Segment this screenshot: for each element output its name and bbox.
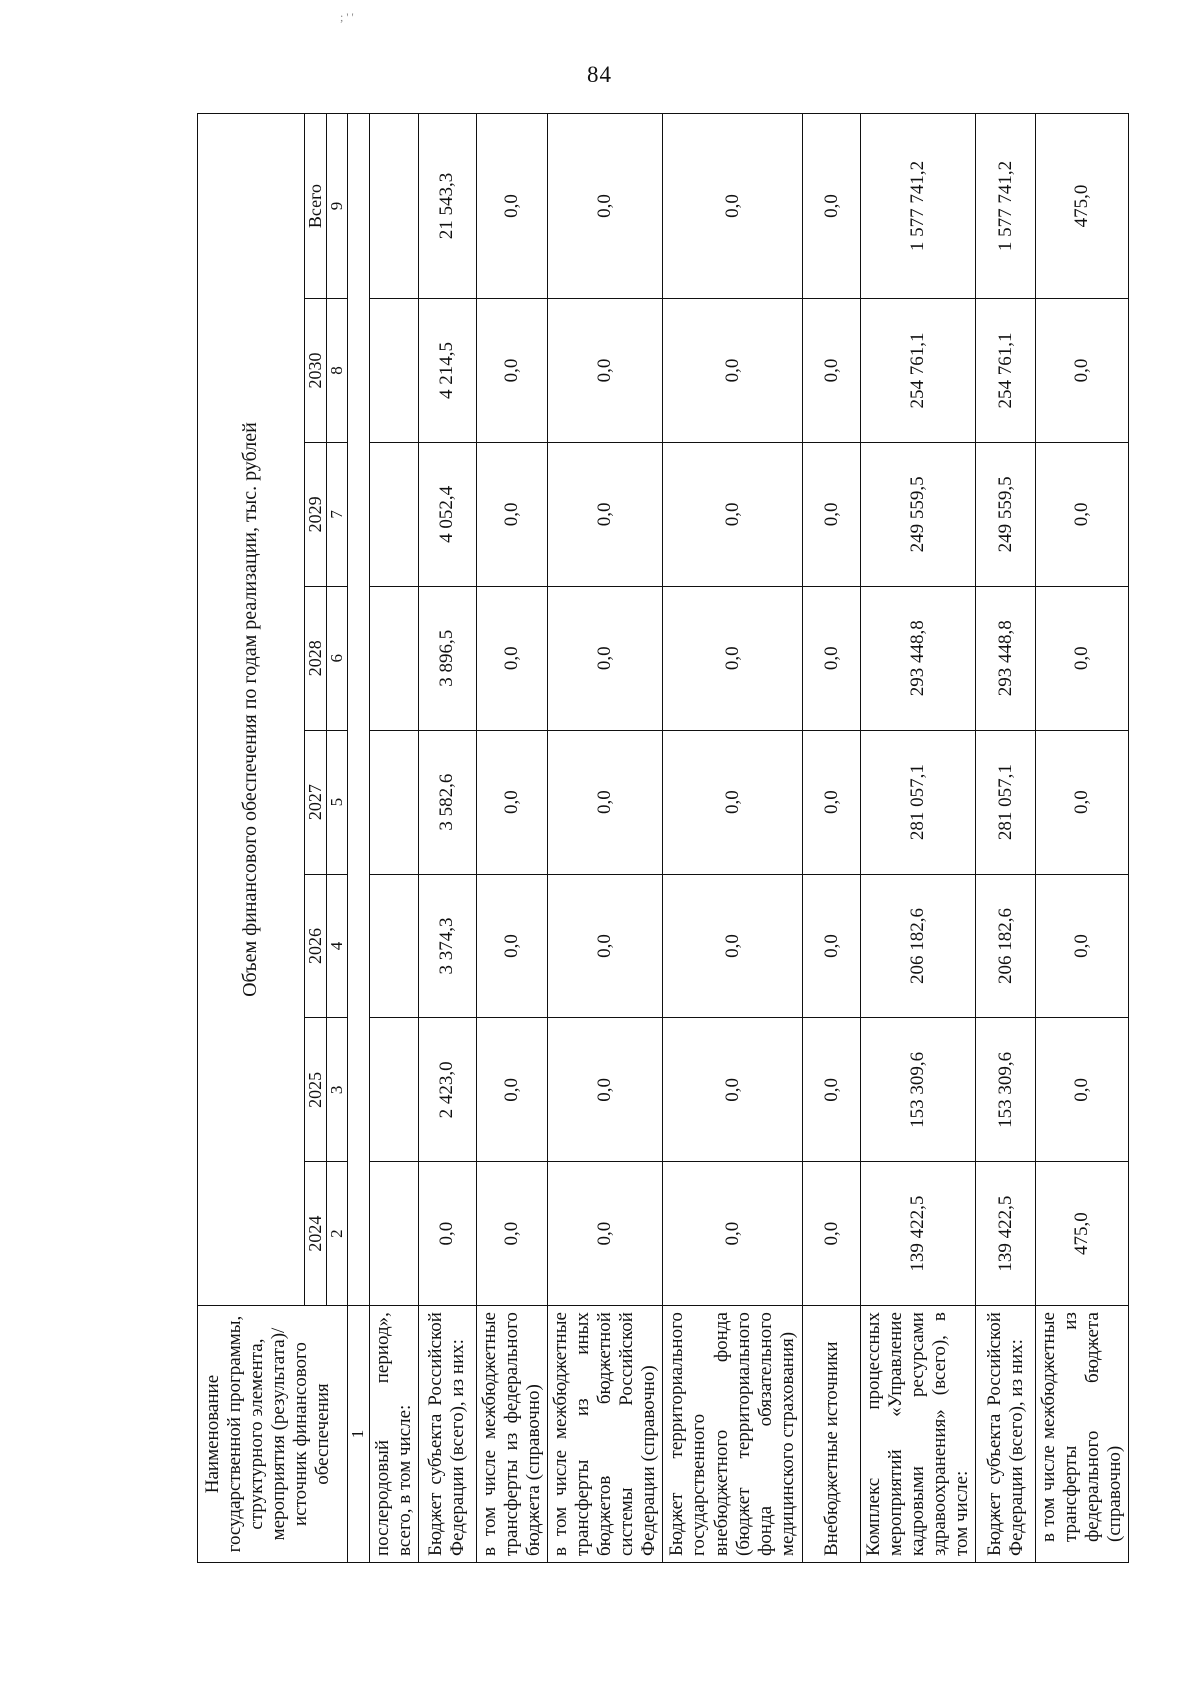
row-value	[369, 442, 418, 586]
row-value: 0,0	[1036, 442, 1129, 586]
row-value: 206 182,6	[861, 874, 976, 1018]
row-value: 0,0	[803, 1162, 861, 1306]
column-number: 1	[347, 1306, 369, 1563]
row-label: Бюджет субъекта Российской Федерации (всего), из них:	[976, 1306, 1036, 1563]
row-value: 254 761,1	[976, 299, 1036, 443]
row-value: 139 422,5	[861, 1162, 976, 1306]
row-value: 0,0	[663, 730, 803, 874]
row-value: 281 057,1	[976, 730, 1036, 874]
table-row	[547, 114, 662, 1563]
column-number-spacer	[347, 114, 369, 1306]
header-year-2030: 2030	[305, 299, 327, 443]
row-value: 0,0	[547, 1018, 662, 1162]
row-value: 0,0	[1036, 586, 1129, 730]
row-value: 0,0	[547, 1162, 662, 1306]
row-value: 0,0	[476, 1162, 547, 1306]
financing-table-rotated	[197, 113, 1126, 1563]
header-year-2028: 2028	[305, 586, 327, 730]
row-value: 0,0	[1036, 1018, 1129, 1162]
row-value: 0,0	[1036, 874, 1129, 1018]
row-label: Комплекс процессных мероприятий «Управление кадровыми ресурсами здравоохранения» (всего), в том числе:	[861, 1306, 976, 1563]
row-value: 0,0	[663, 442, 803, 586]
row-value: 249 559,5	[861, 442, 976, 586]
header-financing-volume: Объем финансового обеспечения по годам реализации, тыс. рублей	[198, 114, 305, 1306]
row-label: в том числе межбюджетные трансферты из федерального бюджета (справочно)	[476, 1306, 547, 1563]
row-value: 1 577 741,2	[861, 114, 976, 299]
table-row	[1036, 114, 1129, 1563]
row-label: послеродовый период», всего, в том числе:	[369, 1306, 418, 1563]
header-year-2025: 2025	[305, 1018, 327, 1162]
header-name-column: Наименование государственной программы, структурного элемента, мероприятия (результата)/источник финансового обеспечения	[198, 1306, 348, 1563]
row-value: 0,0	[418, 1162, 476, 1306]
row-value: 0,0	[547, 874, 662, 1018]
row-value: 0,0	[476, 874, 547, 1018]
row-value: 0,0	[663, 1162, 803, 1306]
row-value	[369, 586, 418, 730]
row-value: 153 309,6	[976, 1018, 1036, 1162]
row-value	[369, 114, 418, 299]
column-number: 6	[327, 586, 348, 730]
row-value: 0,0	[803, 586, 861, 730]
table-row	[418, 114, 476, 1563]
row-value: 0,0	[663, 586, 803, 730]
row-value: 475,0	[1036, 1162, 1129, 1306]
header-year-2029: 2029	[305, 442, 327, 586]
row-value: 3 374,3	[418, 874, 476, 1018]
table-body	[369, 114, 1129, 1563]
row-value: 0,0	[476, 442, 547, 586]
row-value	[369, 730, 418, 874]
row-value	[369, 1162, 418, 1306]
table-row	[861, 114, 976, 1563]
row-value: 281 057,1	[861, 730, 976, 874]
table-row	[369, 114, 418, 1563]
header-year-2026: 2026	[305, 874, 327, 1018]
column-number: 3	[327, 1018, 348, 1162]
table-row	[476, 114, 547, 1563]
table-row	[663, 114, 803, 1563]
column-number: 4	[327, 874, 348, 1018]
row-value: 0,0	[476, 299, 547, 443]
row-value: 0,0	[476, 586, 547, 730]
scan-speck: ; ' '	[340, 10, 354, 24]
row-value: 0,0	[1036, 299, 1129, 443]
row-value: 0,0	[803, 442, 861, 586]
row-value	[369, 1018, 418, 1162]
row-value: 206 182,6	[976, 874, 1036, 1018]
row-value: 0,0	[547, 730, 662, 874]
row-value: 153 309,6	[861, 1018, 976, 1162]
row-value: 0,0	[803, 730, 861, 874]
header-year-2027: 2027	[305, 730, 327, 874]
row-value: 0,0	[1036, 730, 1129, 874]
column-number: 8	[327, 299, 348, 443]
row-label: в том числе межбюджетные трансферты из федерального бюджета (справочно)	[1036, 1306, 1129, 1563]
page-number: 84	[587, 62, 612, 87]
row-value: 0,0	[663, 874, 803, 1018]
row-label: в том числе межбюджетные трансферты из иных бюджетов бюджетной системы Российской Федерации (справочно)	[547, 1306, 662, 1563]
row-label: Бюджет субъекта Российской Федерации (всего), из них:	[418, 1306, 476, 1563]
row-value: 3 896,5	[418, 586, 476, 730]
row-value: 2 423,0	[418, 1018, 476, 1162]
row-label: Бюджет территориального государственного внебюджетного фонда (бюджет территориального фонда обязательного медицинского страхования)	[663, 1306, 803, 1563]
row-value: 0,0	[803, 874, 861, 1018]
column-number: 5	[327, 730, 348, 874]
row-value: 3 582,6	[418, 730, 476, 874]
row-value: 0,0	[476, 1018, 547, 1162]
header-total: Всего	[305, 114, 327, 299]
row-value: 21 543,3	[418, 114, 476, 299]
row-value: 4 214,5	[418, 299, 476, 443]
row-value	[369, 874, 418, 1018]
row-value: 4 052,4	[418, 442, 476, 586]
row-value: 0,0	[803, 1018, 861, 1162]
row-value: 0,0	[663, 299, 803, 443]
row-value: 0,0	[663, 114, 803, 299]
row-value: 249 559,5	[976, 442, 1036, 586]
table-row	[803, 114, 861, 1563]
column-number: 9	[327, 114, 348, 299]
row-value: 0,0	[547, 114, 662, 299]
row-value	[369, 299, 418, 443]
financing-table	[197, 113, 1129, 1563]
row-value: 0,0	[547, 299, 662, 443]
row-value: 139 422,5	[976, 1162, 1036, 1306]
row-value: 293 448,8	[976, 586, 1036, 730]
header-year-2024: 2024	[305, 1162, 327, 1306]
row-value: 0,0	[663, 1018, 803, 1162]
column-number: 7	[327, 442, 348, 586]
row-value: 254 761,1	[861, 299, 976, 443]
row-value: 475,0	[1036, 114, 1129, 299]
row-value: 0,0	[547, 586, 662, 730]
row-value: 0,0	[476, 730, 547, 874]
column-number: 2	[327, 1162, 348, 1306]
row-value: 0,0	[803, 299, 861, 443]
table-row	[976, 114, 1036, 1563]
row-value: 1 577 741,2	[976, 114, 1036, 299]
row-value: 0,0	[803, 114, 861, 299]
row-value: 293 448,8	[861, 586, 976, 730]
row-label: Внебюджетные источники	[803, 1306, 861, 1563]
row-value: 0,0	[476, 114, 547, 299]
row-value: 0,0	[547, 442, 662, 586]
